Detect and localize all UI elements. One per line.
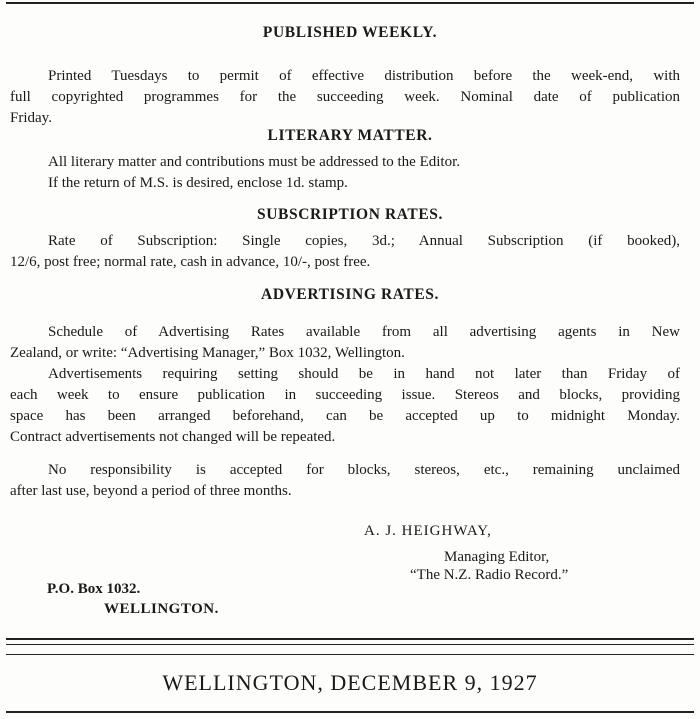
advertising-heading: ADVERTISING RATES.	[261, 286, 439, 303]
advertising-paragraph-2	[10, 364, 680, 448]
divider-rule-thin	[6, 644, 694, 645]
text-line: No responsibility is accepted for blocks, stereos, etc., remaining unclaimed	[48, 462, 680, 478]
bottom-rule	[6, 711, 694, 713]
divider-rule-thin	[6, 654, 694, 655]
text-line: Printed Tuesdays to permit of effective distribution before the week-end, with	[48, 68, 680, 84]
editor-title: Managing Editor,	[444, 549, 550, 565]
text-line: If the return of M.S. is desired, enclose 1d. stamp.	[48, 175, 348, 191]
text-line: Rate of Subscription: Single copies, 3d.; Annual Subscription (if booked),	[48, 233, 680, 249]
literary-heading: LITERARY MATTER.	[267, 127, 433, 144]
advertising-paragraph-1	[10, 322, 680, 364]
text-line: Schedule of Advertising Rates available from all advertising agents in New	[48, 324, 680, 340]
address-box: P.O. Box 1032.	[47, 581, 141, 597]
text-line: each week to ensure publication in succeeding issue. Stereos and blocks, providing	[10, 387, 680, 403]
advertising-paragraph-3	[10, 460, 680, 502]
dateline: WELLINGTON, DECEMBER 9, 1927	[162, 670, 538, 695]
top-rule	[6, 2, 694, 4]
address-city: WELLINGTON.	[104, 601, 219, 617]
text-line: 12/6, post free; normal rate, cash in advance, 10/-, post free.	[10, 254, 371, 270]
published-heading: PUBLISHED WEEKLY.	[262, 24, 438, 41]
subscription-paragraph	[10, 231, 680, 273]
text-line: Zealand, or write: “Advertising Manager,” Box 1032, Wellington.	[10, 345, 405, 361]
editor-name: A. J. HEIGHWAY,	[364, 523, 492, 539]
publication-name: “The N.Z. Radio Record.”	[410, 567, 569, 583]
subscription-heading: SUBSCRIPTION RATES.	[257, 206, 443, 223]
literary-paragraph	[10, 152, 680, 194]
text-line: space has been arranged beforehand, can be accepted up to midnight Monday.	[10, 408, 680, 424]
text-line: Contract advertisements not changed will be repeated.	[10, 429, 336, 445]
divider-rule	[6, 638, 694, 640]
text-line: after last use, beyond a period of three months.	[10, 483, 292, 499]
text-line: full copyrighted programmes for the succeeding week. Nominal date of publication	[10, 89, 680, 105]
text-line: All literary matter and contributions must be addressed to the Editor.	[48, 154, 460, 170]
text-line: Advertisements requiring setting should be in hand not later than Friday of	[48, 366, 680, 382]
text-line: Friday.	[10, 110, 52, 126]
published-paragraph	[10, 66, 680, 129]
